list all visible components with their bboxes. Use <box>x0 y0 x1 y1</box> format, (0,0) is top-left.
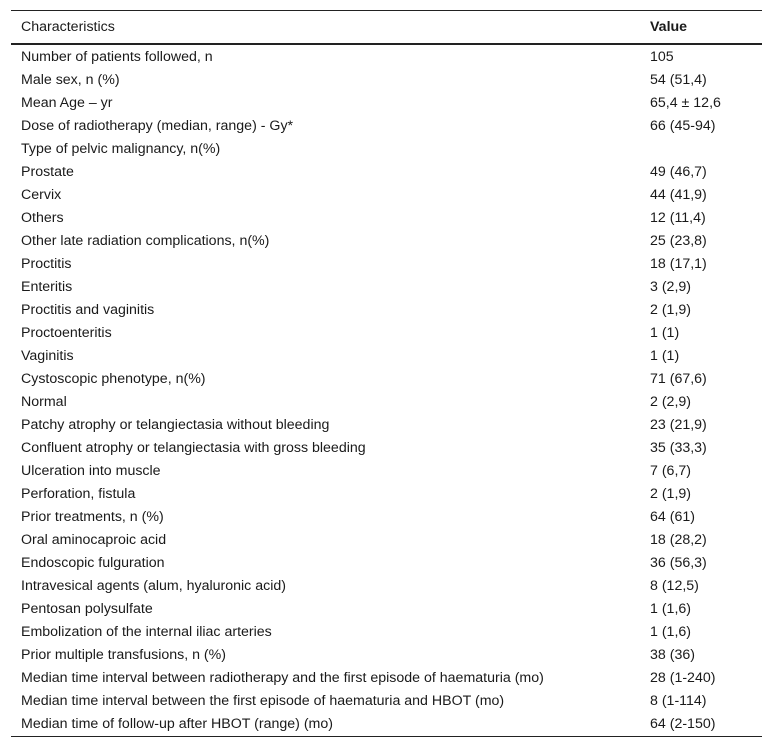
table-row <box>11 575 762 598</box>
table-row <box>11 667 762 690</box>
row-value: 64 (2-150) <box>650 716 716 732</box>
row-characteristic: Endoscopic fulguration <box>21 555 165 571</box>
row-value: 65,4 ± 12,6 <box>650 95 721 111</box>
row-value: 2 (2,9) <box>650 394 692 410</box>
row-characteristic: Proctitis <box>21 256 72 272</box>
table-row <box>11 44 762 69</box>
row-value: 1 (1) <box>650 348 680 364</box>
table-row <box>11 598 762 621</box>
row-characteristic: Confluent atrophy or telangiectasia with gross bleeding <box>21 440 366 456</box>
row-characteristic: Ulceration into muscle <box>21 463 161 479</box>
row-value: 49 (46,7) <box>650 164 707 180</box>
row-characteristic: Perforation, fistula <box>21 486 136 502</box>
row-characteristic: Prior treatments, n (%) <box>21 509 164 525</box>
row-value: 44 (41,9) <box>650 187 707 203</box>
row-characteristic: Cervix <box>21 187 62 203</box>
characteristics-table-container <box>11 10 762 737</box>
row-value: 105 <box>650 49 674 65</box>
header-row <box>11 11 762 45</box>
table-row <box>11 529 762 552</box>
header-value: Value <box>650 18 688 35</box>
row-value: 18 (17,1) <box>650 256 707 272</box>
table-row <box>11 483 762 506</box>
row-characteristic: Intravesical agents (alum, hyaluronic acid) <box>21 578 286 594</box>
row-characteristic: Median time interval between radiotherapy and the first episode of haematuria (mo) <box>21 670 544 686</box>
row-characteristic: Median time of follow-up after HBOT (range) (mo) <box>21 716 333 732</box>
row-characteristic: Proctoenteritis <box>21 325 112 341</box>
row-value: 8 (1-114) <box>650 693 707 709</box>
row-value: 2 (1,9) <box>650 302 692 318</box>
table-body <box>11 44 762 737</box>
row-value: 2 (1,9) <box>650 486 692 502</box>
characteristics-table <box>11 10 762 737</box>
row-characteristic: Others <box>21 210 64 226</box>
row-value: 3 (2,9) <box>650 279 692 295</box>
row-value: 7 (6,7) <box>650 463 692 479</box>
row-characteristic: Male sex, n (%) <box>21 72 120 88</box>
row-characteristic: Oral aminocaproic acid <box>21 532 167 548</box>
row-value: 28 (1-240) <box>650 670 716 686</box>
row-value: 54 (51,4) <box>650 72 707 88</box>
table-row <box>11 184 762 207</box>
row-value: 1 (1,6) <box>650 601 692 617</box>
row-characteristic: Mean Age – yr <box>21 95 113 111</box>
row-characteristic: Prostate <box>21 164 74 180</box>
row-value: 35 (33,3) <box>650 440 707 456</box>
table-row <box>11 299 762 322</box>
row-characteristic: Number of patients followed, n <box>21 49 213 65</box>
table-row <box>11 391 762 414</box>
table-row <box>11 161 762 184</box>
table-row <box>11 644 762 667</box>
row-value: 12 (11,4) <box>650 210 706 226</box>
row-characteristic: Type of pelvic malignancy, n(%) <box>21 141 221 157</box>
table-row <box>11 276 762 299</box>
row-value: 66 (45-94) <box>650 118 716 134</box>
table-row <box>11 506 762 529</box>
row-characteristic: Patchy atrophy or telangiectasia without bleeding <box>21 417 330 433</box>
table-row <box>11 138 762 161</box>
row-characteristic: Embolization of the internal iliac arteries <box>21 624 272 640</box>
table-row <box>11 253 762 276</box>
table-row <box>11 460 762 483</box>
table-row <box>11 368 762 391</box>
row-characteristic: Cystoscopic phenotype, n(%) <box>21 371 206 387</box>
table-row <box>11 322 762 345</box>
table-row <box>11 345 762 368</box>
table-row <box>11 115 762 138</box>
table-row <box>11 437 762 460</box>
row-value: 18 (28,2) <box>650 532 707 548</box>
row-characteristic: Other late radiation complications, n(%) <box>21 233 270 249</box>
table-row <box>11 552 762 575</box>
row-value: 71 (67,6) <box>650 371 707 387</box>
row-value: 36 (56,3) <box>650 555 707 571</box>
row-characteristic: Prior multiple transfusions, n (%) <box>21 647 226 663</box>
row-value <box>640 138 762 161</box>
table-row <box>11 230 762 253</box>
row-characteristic: Dose of radiotherapy (median, range) - Gy* <box>21 118 294 134</box>
table-row <box>11 69 762 92</box>
row-characteristic: Proctitis and vaginitis <box>21 302 155 318</box>
table-row <box>11 713 762 737</box>
row-characteristic: Median time interval between the first episode of haematuria and HBOT (mo) <box>21 693 505 709</box>
table-row <box>11 690 762 713</box>
table-row <box>11 621 762 644</box>
row-characteristic: Vaginitis <box>21 348 74 364</box>
table-header <box>11 11 762 45</box>
row-characteristic: Enteritis <box>21 279 73 295</box>
header-characteristics: Characteristics <box>21 18 115 35</box>
row-characteristic: Pentosan polysulfate <box>21 601 153 617</box>
table-row <box>11 207 762 230</box>
row-value: 25 (23,8) <box>650 233 707 249</box>
row-value: 8 (12,5) <box>650 578 699 594</box>
row-value: 38 (36) <box>650 647 695 663</box>
row-value: 64 (61) <box>650 509 695 525</box>
row-characteristic: Normal <box>21 394 67 410</box>
row-value: 1 (1,6) <box>650 624 692 640</box>
row-value: 1 (1) <box>650 325 680 341</box>
table-row <box>11 414 762 437</box>
table-row <box>11 92 762 115</box>
row-value: 23 (21,9) <box>650 417 707 433</box>
